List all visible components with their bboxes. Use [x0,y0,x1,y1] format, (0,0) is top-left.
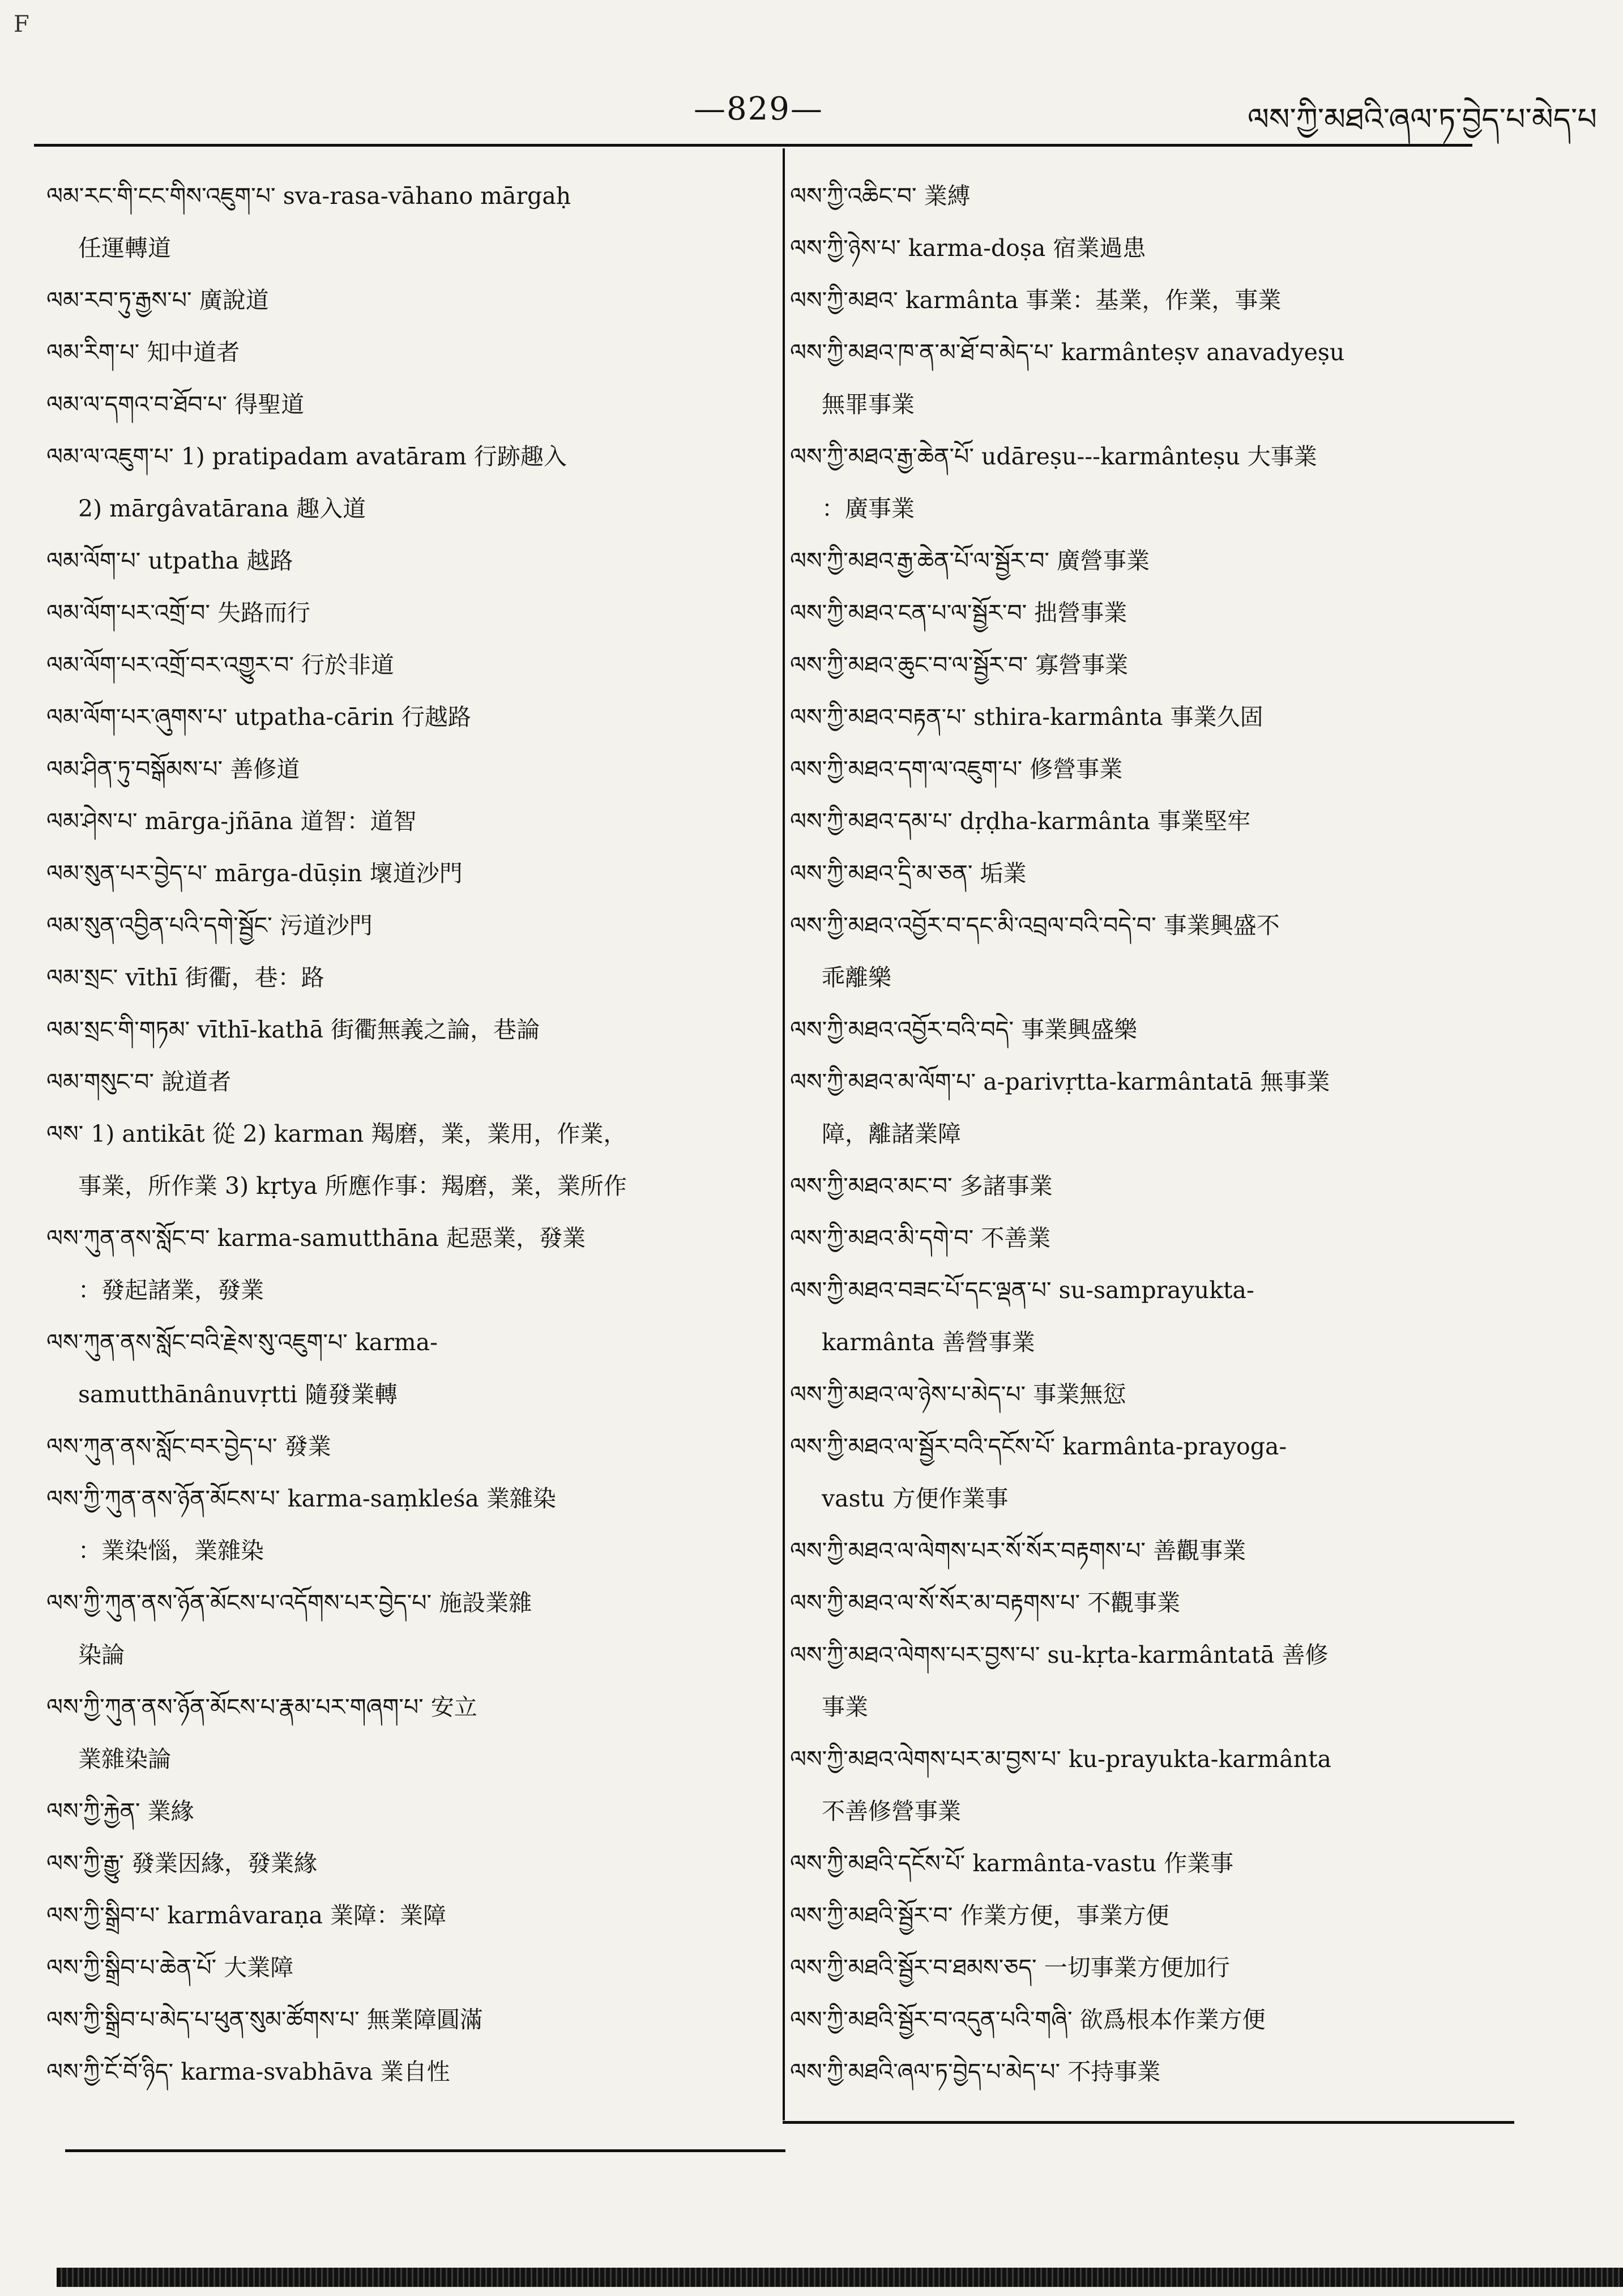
gloss-text: 2) mārgâvatārana 趣入道 [78,495,366,522]
entry-continuation [41,1368,743,1420]
tibetan-headword: ལས་ཀྱི་རྐྱེན་ [46,1798,140,1825]
entry-continuation [784,951,1492,1004]
entry-continuation [784,1681,1492,1733]
gloss-text: karma-doṣa 宿業過患 [908,234,1146,262]
tibetan-headword: ལས་ཀྱི་མཐའ་ལ་ལེགས་པར་སོ་སོར་བརྟགས་པ་ [790,1537,1146,1564]
tibetan-headword: ལས་ཀྱི་ཀུན་ནས་ཉོན་མོངས་པ་འདོགས་པར་བྱེད་པ་ [46,1589,432,1616]
entry-continuation [784,378,1492,430]
gloss-text: 垢業 [980,860,1027,887]
tibetan-headword: ལས་ཀྱི་སྒྲིབ་པ་ [46,1902,160,1929]
tibetan-headword: ལས་ཀུན་ནས་སློང་བར་བྱེད་པ་ [46,1433,277,1460]
entry-continuation [41,1629,743,1681]
dictionary-entry [41,1681,743,1733]
gloss-text: karma-saṃkleśa 業雜染 [287,1485,556,1512]
gloss-text: karma-svabhāva 業自性 [181,2058,450,2085]
tibetan-headword: ལས་ཀྱི་མཐའ་འབྱོར་བ་དང་མི་འབྲལ་བའི་བདེ་བ་ [790,912,1156,939]
tibetan-headword: ལམ་ལོག་པ་ [46,547,141,574]
tibetan-headword: ལས་ཀྱི་མཐའ་ [790,287,898,314]
dictionary-entry [784,326,1492,378]
entry-continuation [784,1316,1492,1368]
dictionary-entry [784,1368,1492,1420]
dictionary-entry [41,274,743,326]
gloss-text: 業縛 [924,182,971,210]
tibetan-headword: ལས་ཀྱི་མཐའ་དག་ལ་འཇུག་པ་ [790,756,1023,783]
dictionary-entry [41,326,743,378]
tibetan-headword: ལས་ཀྱི་མཐའ་ལེགས་པར་མ་བྱས་པ་ [790,1746,1061,1773]
gloss-text: 任運轉道 [78,234,171,262]
gloss-text: 染論 [78,1641,125,1668]
dictionary-entry [784,2046,1492,2098]
gloss-text: 廣營事業 [1057,547,1150,574]
gloss-text: 善修道 [230,756,300,783]
entry-continuation [41,222,743,274]
tibetan-headword: ལམ་ཤེས་པ་ [46,808,138,835]
entry-continuation [41,1525,743,1577]
tibetan-headword: ལས་ཀྱི་མཐའ་རྒྱ་ཆེན་པོ་ [790,443,974,470]
gloss-text: 事業 [822,1693,868,1721]
tibetan-headword: ལམ་ལོག་པར་འགྲོ་བ་ [46,599,210,626]
gloss-text: dṛḍha-karmânta 事業堅牢 [959,808,1251,835]
right-column [784,170,1492,2098]
gloss-text: 不持事業 [1067,2058,1161,2085]
gloss-text: a-parivṛtta-karmântatā 無事業 [983,1068,1330,1095]
gloss-text: karmânta 善營事業 [822,1329,1035,1356]
tibetan-headword: ལས་ཀྱི་མཐའ་མི་དགེ་བ་ [790,1224,974,1252]
gloss-text: 事業無愆 [1033,1381,1126,1408]
tibetan-headword: ལས་ཀྱི་ཉེས་པ་ [790,234,901,262]
dictionary-entry [784,222,1492,274]
gloss-text: 事業興盛不 [1163,912,1280,939]
entry-continuation [784,1473,1492,1525]
gloss-text: 大業障 [224,1954,294,1981]
entry-continuation [41,483,743,535]
gloss-text: mārga-jñāna 道智：道智 [144,808,417,835]
gloss-text: 安立 [430,1693,477,1721]
tibetan-headword: ལས་ཀྱི་ངོ་བོ་ཉིད་ [46,2058,174,2085]
gloss-text: 不善修營事業 [822,1798,961,1825]
dictionary-entry [784,691,1492,743]
gloss-text: 作業方便，事業方便 [960,1902,1169,1929]
gloss-text: 發業因緣，發業緣 [131,1850,317,1877]
gloss-text: 拙營事業 [1034,599,1127,626]
gloss-text: 業雜染論 [78,1746,171,1773]
tibetan-headword: ལས་ཀྱི་མཐའ་ལེགས་པར་བྱས་པ་ [790,1641,1040,1668]
dictionary-entry [784,1629,1492,1681]
tibetan-headword: ལས་ཀྱི་སྒྲིབ་པ་མེད་པ་ཕུན་སུམ་ཚོགས་པ་ [46,2006,360,2033]
dictionary-entry [784,743,1492,795]
gloss-text: 多諸事業 [959,1172,1053,1200]
dictionary-entry [784,535,1492,587]
gloss-text: vīthī-kathā 街衢無義之論，巷論 [197,1016,540,1043]
gloss-text: sthira-karmânta 事業久固 [973,703,1263,731]
tibetan-headword: ལས་ཀྱི་མཐའ་འབྱོར་བའི་བདེ་ [790,1016,1014,1043]
tibetan-headword: ལམ་སུན་པར་བྱེད་པ་ [46,860,207,887]
gloss-text: ku-prayukta-karmânta [1068,1746,1332,1773]
gloss-text: ：發起諸業，發業 [78,1277,264,1304]
gloss-text: 廣說道 [199,287,269,314]
dictionary-entry [784,1420,1492,1473]
gloss-text: 1) antikāt 從 2) karman 羯磨，業，業用，作業， [91,1120,627,1147]
tibetan-headword: ལམ་ལོག་པར་ཞུགས་པ་ [46,703,228,731]
dictionary-entry [41,743,743,795]
tibetan-headword: ལས་ [46,1120,84,1147]
tibetan-headword: ལས་ཀྱི་མཐའི་དངོས་པོ་ [790,1850,966,1877]
dictionary-entry [41,2046,743,2098]
gloss-text: 污道沙門 [279,912,373,939]
dictionary-entry [784,1889,1492,1941]
tibetan-headword: ལས་ཀྱི་འཆིང་བ་ [790,182,917,210]
gloss-text: 無業障圓滿 [366,2006,483,2033]
page-number: —829— [694,91,823,127]
gloss-text: sva-rasa-vāhano mārgaḥ [283,182,571,210]
gloss-text: 施設業雜 [439,1589,532,1616]
tibetan-headword: ལམ་རིག་པ་ [46,339,140,366]
tibetan-headword: ལས་ཀྱི་མཐའ་ལ་ཉེས་པ་མེད་པ་ [790,1381,1026,1408]
dictionary-entry [784,1525,1492,1577]
gloss-text: 說道者 [161,1068,232,1095]
dictionary-entry [784,587,1492,639]
tibetan-headword: ལས་ཀྱི་མཐའ་དྲི་མ་ཅན་ [790,860,973,887]
tibetan-headword: ལམ་སྲང་ [46,964,118,991]
dictionary-entry [41,1056,743,1108]
dictionary-entry [41,951,743,1004]
entry-continuation [41,1160,743,1212]
gloss-text: 行於非道 [301,651,395,678]
gloss-text: vīthī 街衢，巷：路 [125,964,324,991]
dictionary-entry [41,1004,743,1056]
gloss-text: vastu 方便作業事 [822,1485,1009,1512]
dictionary-entry [784,1212,1492,1264]
tibetan-headword: ལམ་གསུང་བ་ [46,1068,155,1095]
tibetan-headword: ལས་ཀྱི་མཐའ་ལ་སོ་སོར་མ་བརྟགས་པ་ [790,1589,1080,1616]
dictionary-entry [784,1733,1492,1785]
dictionary-entry [41,1785,743,1837]
dictionary-entry [41,1473,743,1525]
tibetan-headword: ལས་ཀྱི་མཐའི་ཞལ་ཏ་བྱེད་པ་མེད་པ་ [790,2058,1061,2085]
dictionary-entry [41,1420,743,1473]
dictionary-entry [41,535,743,587]
gloss-text: mārga-dūṣin 壞道沙門 [214,860,463,887]
dictionary-entry [41,1316,743,1368]
gloss-text: 無罪事業 [822,391,915,418]
gloss-text: karmânta-prayoga- [1062,1433,1287,1460]
gloss-text: utpatha-cārin 行越路 [234,703,471,731]
dictionary-entry [41,795,743,847]
gloss-text: 修營事業 [1030,756,1123,783]
tibetan-headword: ལས་ཀྱི་མཐའི་སྦྱོར་བ་འདུན་པའི་གཞི་ [790,2006,1073,2033]
gloss-text: karmânteṣv anavadyeṣu [1061,339,1345,366]
gloss-text: 得聖道 [234,391,305,418]
tibetan-headword: ལམ་སུན་འབྱིན་པའི་དགེ་སྦྱོང་ [46,912,272,939]
dictionary-entry [784,847,1492,899]
tibetan-headword: ལས་ཀྱི་མཐའ་བཟང་པོ་དང་ལྡན་པ་ [790,1277,1052,1304]
running-head: ལས་ཀྱི་མཐའི་ཞལ་ཏ་བྱེད་པ་མེད་པ [1247,101,1597,137]
dictionary-entry [41,170,743,222]
tibetan-headword: ལས་ཀྱི་སྒྲིབ་པ་ཆེན་པོ་ [46,1954,217,1981]
gloss-text: su-kṛta-karmântatā 善修 [1047,1641,1329,1668]
dictionary-entry [41,1994,743,2046]
gloss-text: 事業興盛樂 [1021,1016,1138,1043]
tibetan-headword: ལས་ཀྱི་མཐའ་བརྟན་པ་ [790,703,967,731]
footer-rule-right [783,2121,1514,2124]
tibetan-headword: ལམ་ལ་འཇུག་པ་ [46,443,174,470]
gloss-text: 知中道者 [147,339,240,366]
gloss-text: karma- [355,1329,438,1356]
tibetan-headword: ལས་ཀྱི་མཐའ་ངན་པ་ལ་སྦྱོར་བ་ [790,599,1027,626]
corner-mark: F [14,11,29,37]
gloss-text: karmânta-vastu 作業事 [972,1850,1234,1877]
dictionary-entry [41,639,743,691]
gloss-text: 1) pratipadam avatāram 行跡趣入 [181,443,567,470]
gloss-text: su-samprayukta- [1058,1277,1254,1304]
dictionary-entry [41,1212,743,1264]
dictionary-entry [784,899,1492,951]
gloss-text: 欲爲根本作業方便 [1079,2006,1266,2033]
dictionary-entry [41,1889,743,1941]
tibetan-headword: ལས་ཀྱི་མཐའ་མ་ལོག་པ་ [790,1068,976,1095]
dictionary-entry [784,795,1492,847]
dictionary-entry [784,1160,1492,1212]
dictionary-entry [784,430,1492,483]
dictionary-entry [784,170,1492,222]
gloss-text: ：廣事業 [822,495,915,522]
gloss-text: 發業 [284,1433,331,1460]
dictionary-entry [784,1577,1492,1629]
entry-continuation [784,483,1492,535]
tibetan-headword: ལས་ཀྱི་མཐའ་དམ་པ་ [790,808,953,835]
gloss-text: udāreṣu---karmânteṣu 大事業 [981,443,1317,470]
tibetan-headword: ལས་ཀྱི་རྒྱུ་ [46,1850,124,1877]
gloss-text: 善觀事業 [1153,1537,1246,1564]
tibetan-headword: ལས་ཀྱི་ཀུན་ནས་ཉོན་མོངས་པ་རྣམ་པར་གཞག་པ་ [46,1693,424,1721]
tibetan-headword: ལམ་ལ་དགའ་བ་ཐོབ་པ་ [46,391,228,418]
dictionary-entry [784,1004,1492,1056]
tibetan-headword: ལམ་སྲང་གི་གཏམ་ [46,1016,190,1043]
scan-edge-band [57,2268,1623,2287]
tibetan-headword: ལམ་ལོག་པར་འགྲོ་བར་འགྱུར་བ་ [46,651,294,678]
dictionary-entry [41,587,743,639]
gloss-text: 不觀事業 [1087,1589,1181,1616]
dictionary-entry [41,899,743,951]
tibetan-headword: ལས་ཀྱི་ཀུན་ནས་ཉོན་མོངས་པ་ [46,1485,280,1512]
gloss-text: karmâvaraṇa 業障：業障 [167,1902,446,1929]
tibetan-headword: ལས་ཀྱི་མཐའ་ཆུང་བ་ལ་སྦྱོར་བ་ [790,651,1028,678]
tibetan-headword: ལས་ཀྱི་མཐའི་སྦྱོར་བ་ [790,1902,953,1929]
gloss-text: ：業染惱，業雜染 [78,1537,264,1564]
tibetan-headword: ལམ་ཤིན་ཏུ་བསྒོམས་པ་ [46,756,223,783]
entry-continuation [41,1264,743,1316]
dictionary-entry [41,847,743,899]
gloss-text: karma-samutthāna 起惡業，發業 [217,1224,586,1252]
dictionary-entry [784,1264,1492,1316]
dictionary-entry [784,274,1492,326]
gloss-text: 不善業 [981,1224,1051,1252]
entry-continuation [784,1785,1492,1837]
gloss-text: 業緣 [147,1798,194,1825]
header-rule [34,144,1472,147]
tibetan-headword: ལམ་རང་གི་ངང་གིས་འཇུག་པ་ [46,182,276,210]
dictionary-entry [41,691,743,743]
entry-continuation [41,1733,743,1785]
gloss-text: samutthānânuvṛtti 隨發業轉 [78,1381,398,1408]
dictionary-entry [41,1108,743,1160]
gloss-text: 乖離樂 [822,964,891,991]
tibetan-headword: ལས་ཀྱི་མཐའ་ལ་སྦྱོར་བའི་དངོས་པོ་ [790,1433,1056,1460]
footer-rule-left [65,2149,785,2152]
dictionary-entry [784,1941,1492,1994]
dictionary-entry [784,1056,1492,1108]
tibetan-headword: ལས་ཀུན་ནས་སློང་བ་ [46,1224,210,1252]
gloss-text: 寡營事業 [1035,651,1129,678]
dictionary-entry [784,1994,1492,2046]
tibetan-headword: ལམ་རབ་ཏུ་རྒྱས་པ་ [46,287,192,314]
tibetan-headword: ལས་ཀྱི་མཐའ་རྒྱ་ཆེན་པོ་ལ་སྦྱོར་བ་ [790,547,1049,574]
tibetan-headword: ལས་ཀུན་ནས་སློང་བའི་རྗེས་སུ་འཇུག་པ་ [46,1329,348,1356]
gloss-text: utpatha 越路 [148,547,293,574]
gloss-text: 障，離諸業障 [822,1120,961,1147]
tibetan-headword: ལས་ཀྱི་མཐའི་སྦྱོར་བ་ཐམས་ཅད་ [790,1954,1037,1981]
gloss-text: karmânta 事業：基業，作業，事業 [905,287,1282,314]
entry-continuation [784,1108,1492,1160]
dictionary-entry [41,1837,743,1889]
dictionary-entry [784,639,1492,691]
gloss-text: 事業，所作業 3) kṛtya 所應作事：羯磨，業，業所作 [78,1172,627,1200]
left-column [41,170,743,2098]
gloss-text: 失路而行 [217,599,310,626]
dictionary-entry [784,1837,1492,1889]
dictionary-entry [41,430,743,483]
gloss-text: 一切事業方便加行 [1044,1954,1230,1981]
tibetan-headword: ལས་ཀྱི་མཐའ་ཁ་ན་མ་ཐོ་བ་མེད་པ་ [790,339,1054,366]
dictionary-entry [41,1941,743,1994]
tibetan-headword: ལས་ཀྱི་མཐའ་མང་བ་ [790,1172,953,1200]
dictionary-entry [41,378,743,430]
dictionary-entry [41,1577,743,1629]
